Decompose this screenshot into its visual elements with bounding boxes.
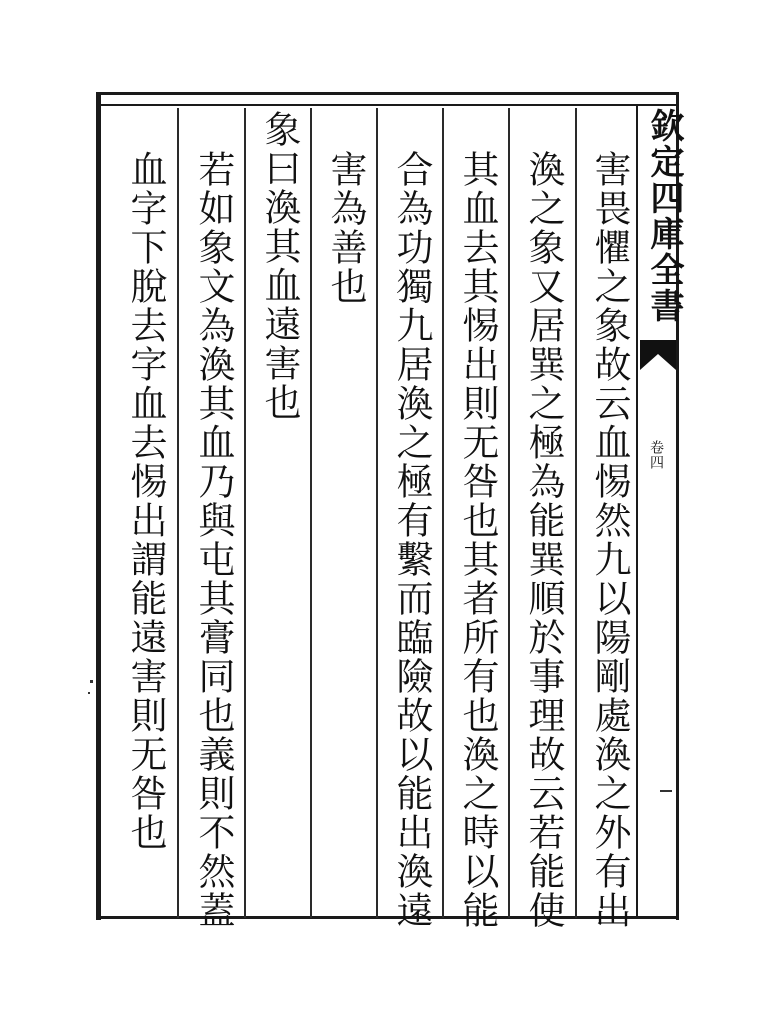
frame-top-border-inner	[100, 104, 678, 106]
frame-top-border	[96, 92, 678, 95]
text-column-8: 血字下脫去字血去惕出謂能遠害則无咎也	[124, 150, 167, 852]
text-column-1: 害畏懼之象故云血惕然九以陽剛處渙之外有出	[588, 150, 631, 930]
column-rule	[508, 108, 510, 918]
text-column-2: 渙之象又居巽之極為能巽順於事理故云若能使	[522, 150, 565, 930]
scan-speck	[90, 680, 93, 683]
scan-speck	[88, 692, 90, 694]
column-rule	[376, 108, 378, 918]
margin-book-title: 欽定四庫全書	[644, 108, 684, 324]
margin-strip-divider	[636, 104, 638, 918]
margin-volume-label: 卷四	[648, 440, 664, 470]
scan-speck	[660, 790, 672, 792]
text-column-3: 其血去其惕出則无咎也其者所有也渙之時以能	[456, 150, 499, 930]
column-rule	[575, 108, 577, 918]
frame-left-border	[96, 92, 101, 920]
column-rule	[442, 108, 444, 918]
text-column-7: 若如象文為渙其血乃與屯其膏同也義則不然蓋	[192, 150, 235, 930]
text-column-6: 象曰渙其血遠害也	[258, 110, 301, 422]
text-column-5: 害為善也	[324, 150, 367, 306]
column-rule	[310, 108, 312, 918]
column-rule	[244, 108, 246, 918]
text-column-4: 合為功獨九居渙之極有繫而臨險故以能出渙遠	[390, 150, 433, 930]
column-rule	[177, 108, 179, 918]
fishtail-mark-icon	[640, 340, 676, 370]
